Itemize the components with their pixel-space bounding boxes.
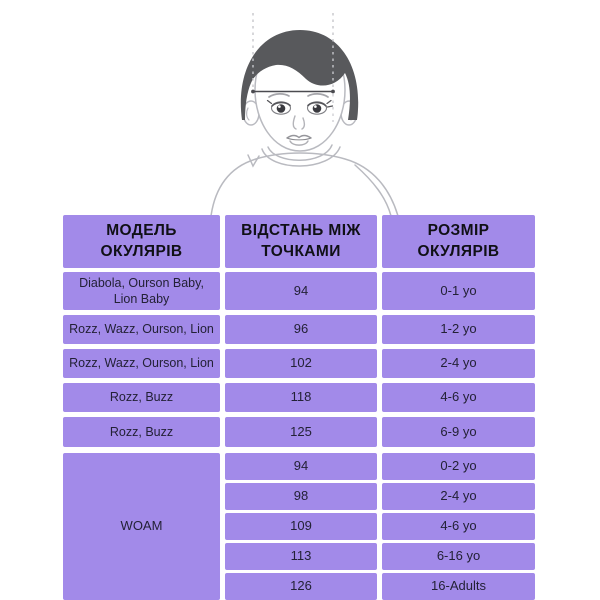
size-cell: 0-2 yo — [382, 453, 535, 480]
header-cell-distance: ВІДСТАНЬ МІЖ ТОЧКАМИ — [225, 215, 377, 268]
distance-cell: 125 — [225, 417, 377, 447]
table-row — [63, 272, 535, 310]
model-cell: Rozz, Buzz — [63, 383, 220, 412]
baby-head-illustration — [0, 0, 600, 215]
table-row — [225, 483, 535, 510]
woam-model-cell: WOAM — [63, 453, 220, 600]
table-row — [63, 315, 535, 344]
model-cell: Rozz, Wazz, Ourson, Lion — [63, 315, 220, 344]
model-cell: Rozz, Buzz — [63, 417, 220, 447]
table-row — [63, 349, 535, 378]
header-cell-model: МОДЕЛЬ ОКУЛЯРІВ — [63, 215, 220, 268]
table-row — [225, 573, 535, 600]
woam-sub-rows — [225, 453, 535, 600]
table-row — [63, 417, 535, 447]
table-row — [225, 453, 535, 480]
distance-cell: 94 — [225, 272, 377, 310]
size-cell: 4-6 yo — [382, 383, 535, 412]
size-cell: 1-2 yo — [382, 315, 535, 344]
header-cell-size: РОЗМІР ОКУЛЯРІВ — [382, 215, 535, 268]
table-row — [225, 543, 535, 570]
size-cell: 6-16 yo — [382, 543, 535, 570]
distance-cell: 113 — [225, 543, 377, 570]
table-row — [225, 513, 535, 540]
woam-row-group — [63, 453, 535, 600]
table-row — [63, 383, 535, 412]
distance-cell: 94 — [225, 453, 377, 480]
distance-cell: 102 — [225, 349, 377, 378]
size-cell: 2-4 yo — [382, 349, 535, 378]
size-cell: 16-Adults — [382, 573, 535, 600]
distance-cell: 98 — [225, 483, 377, 510]
glasses-size-table — [63, 215, 535, 600]
distance-cell: 96 — [225, 315, 377, 344]
distance-cell: 118 — [225, 383, 377, 412]
table-header-row — [63, 215, 535, 268]
distance-cell: 109 — [225, 513, 377, 540]
size-cell: 0-1 yo — [382, 272, 535, 310]
size-cell: 4-6 yo — [382, 513, 535, 540]
model-cell: Rozz, Wazz, Ourson, Lion — [63, 349, 220, 378]
size-cell: 6-9 yo — [382, 417, 535, 447]
distance-cell: 126 — [225, 573, 377, 600]
model-cell: Diabola, Ourson Baby, Lion Baby — [63, 272, 220, 310]
torso — [211, 153, 398, 215]
size-cell: 2-4 yo — [382, 483, 535, 510]
